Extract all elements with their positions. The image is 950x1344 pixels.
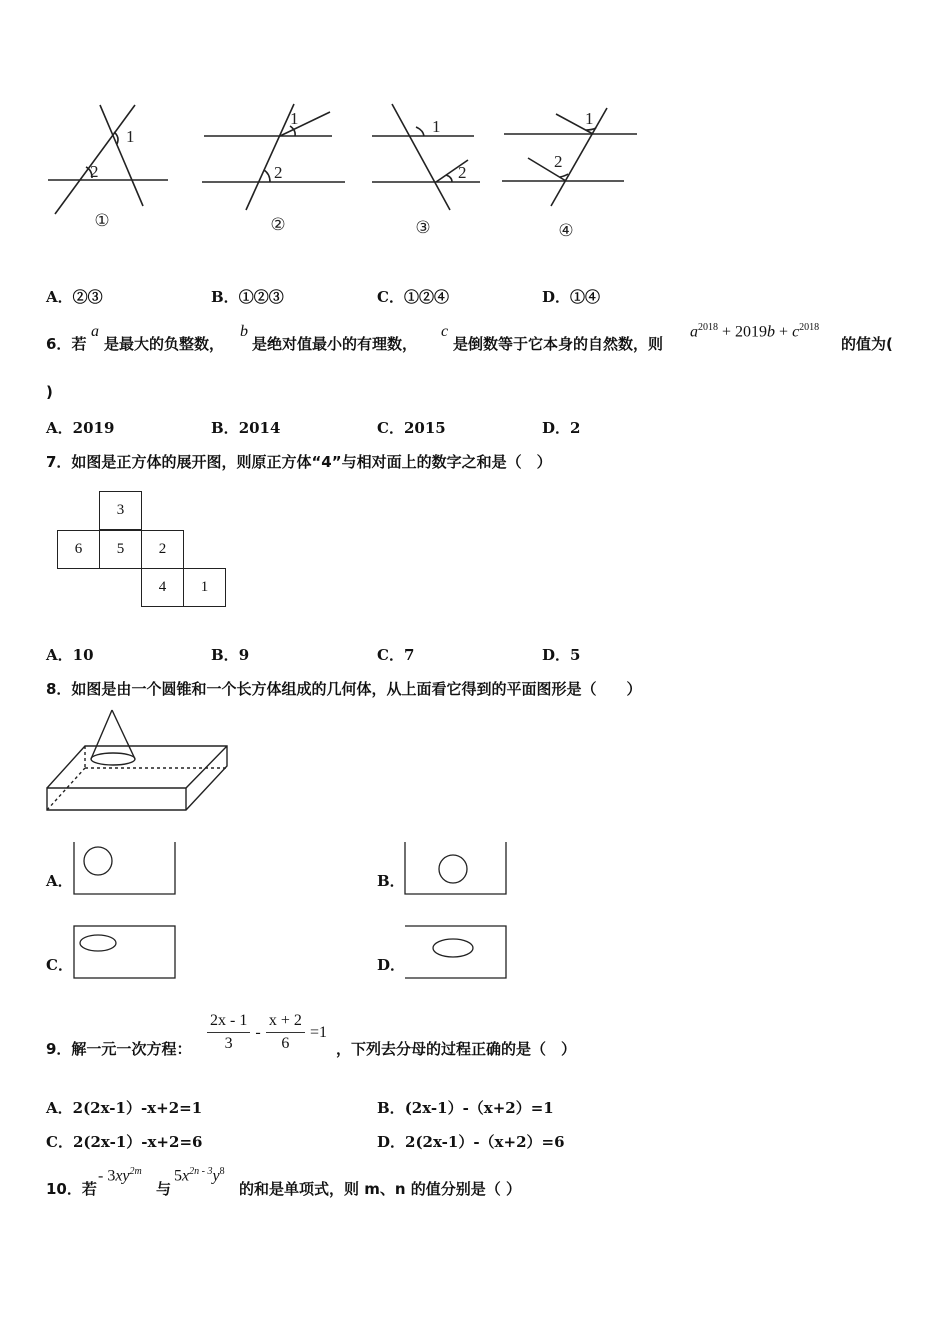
q7-option-b[interactable]: B．9 [211, 646, 250, 664]
fig4-angle1: 1 [585, 109, 594, 128]
q6-option-d[interactable]: D．2 [542, 419, 581, 437]
q7-option-a[interactable]: A．10 [46, 646, 94, 664]
net-cell: 1 [183, 568, 226, 607]
q5-figures [0, 95, 680, 255]
fig3-angle1: 1 [432, 117, 441, 136]
net-cell: 4 [141, 568, 184, 607]
q9-equation: $\frac{2x - 1}{3}$ - $\frac{x + 2}{6}$ =1 [207, 1012, 327, 1053]
q6-text-2: 是绝对值最小的有理数， [252, 335, 418, 353]
q6-var-a: a [91, 323, 99, 340]
q5-option-d[interactable]: D．①④ [542, 288, 601, 306]
q8-option-a-figure[interactable] [72, 842, 178, 896]
fig3-transversal [392, 104, 450, 210]
fig1-angle2: 2 [90, 162, 99, 181]
net-cell: 5 [99, 530, 142, 569]
q8-solid-figure [40, 705, 235, 817]
q7-question: 7．如图是正方体的展开图，则原正方体“4”与相对面上的数字之和是（ ） [46, 453, 552, 471]
q9-fraction-1: $\frac{2x - 1}{3}$ [207, 1012, 250, 1053]
q6-text-3: 是倒数等于它本身的自然数，则 [453, 335, 664, 353]
net-cell: 3 [99, 491, 142, 530]
fig1-angle1: 1 [126, 127, 135, 146]
q8-option-c-label[interactable]: C． [46, 956, 73, 974]
fig4-angle2-arc [560, 174, 568, 177]
q9-option-a[interactable]: A．2(2x-1）-x+2=1 [46, 1099, 203, 1117]
fig2-ray [280, 112, 330, 136]
fig4-angle2: 2 [554, 152, 563, 171]
fig2-angle2: 2 [274, 163, 283, 182]
q9-option-b[interactable]: B．(2x-1）-（x+2）=1 [377, 1099, 554, 1117]
q8-option-b-label[interactable]: B． [377, 872, 405, 890]
q8-option-b-figure[interactable] [403, 842, 509, 896]
fig2-angle2-arc [264, 170, 270, 182]
fig3-label: ③ [415, 218, 431, 237]
fig3-angle2-arc [446, 175, 452, 182]
q8-option-c-figure[interactable] [72, 924, 178, 980]
q8-option-a-label[interactable]: A． [46, 872, 73, 890]
fig2-label: ② [270, 215, 286, 234]
q6-text-1: 是最大的负整数， [104, 335, 225, 353]
q5-option-a[interactable]: A．②③ [46, 288, 103, 306]
fig3-angle1-arc [416, 127, 424, 136]
q7-option-d[interactable]: D．5 [542, 646, 581, 664]
q10-term-2: $5x^{2n - 3}y^8$ [174, 1166, 225, 1185]
q7-option-c[interactable]: C．7 [377, 646, 415, 664]
q8-option-d-figure[interactable] [403, 924, 509, 980]
q9-suffix: ，下列去分母的过程正确的是（ ） [336, 1040, 577, 1058]
q6-option-b[interactable]: B．2014 [211, 419, 281, 437]
q8-option-d-label[interactable]: D． [377, 956, 406, 974]
q6-text-4: 的值为( [841, 335, 893, 353]
q9-fraction-2: $\frac{x + 2}{6}$ [266, 1012, 305, 1053]
q9-prefix: 9．解一元一次方程： [46, 1040, 192, 1058]
q6-close-paren: ) [46, 383, 53, 401]
q10-suffix: 的和是单项式，则 m、n 的值分别是（ ） [239, 1180, 521, 1198]
q10-term-1: - $3xy^{2m}$ [98, 1166, 142, 1185]
fig3-angle2: 2 [458, 163, 467, 182]
q10-and: 与 [156, 1180, 172, 1198]
fig2-transversal [246, 104, 294, 210]
q5-option-b[interactable]: B．①②③ [211, 288, 284, 306]
q6-var-c: c [441, 323, 449, 340]
net-cell: 6 [57, 530, 100, 569]
q9-option-d[interactable]: D．2(2x-1）-（x+2）=6 [377, 1133, 565, 1151]
fig2-angle1: 1 [290, 109, 299, 128]
fig1-label: ① [94, 211, 110, 230]
q6-option-c[interactable]: C．2015 [377, 419, 446, 437]
fig1-transversal-a [100, 105, 143, 206]
q5-option-c[interactable]: C．①②④ [377, 288, 449, 306]
q10-prefix: 10．若 [46, 1180, 97, 1198]
q6-var-b: b [240, 323, 248, 340]
q6-expression: $a^{2018} + 2019b + c^{2018}$ [690, 322, 820, 341]
net-cell: 2 [141, 530, 184, 569]
q8-question: 8．如图是由一个圆锥和一个长方体组成的几何体，从上面看它得到的平面图形是（ ） [46, 680, 642, 698]
q6-option-a[interactable]: A．2019 [46, 419, 115, 437]
q9-option-c[interactable]: C．2(2x-1）-x+2=6 [46, 1133, 203, 1151]
fig4-label: ④ [558, 221, 574, 240]
q6-number-and-if: 6．若 [46, 335, 87, 353]
